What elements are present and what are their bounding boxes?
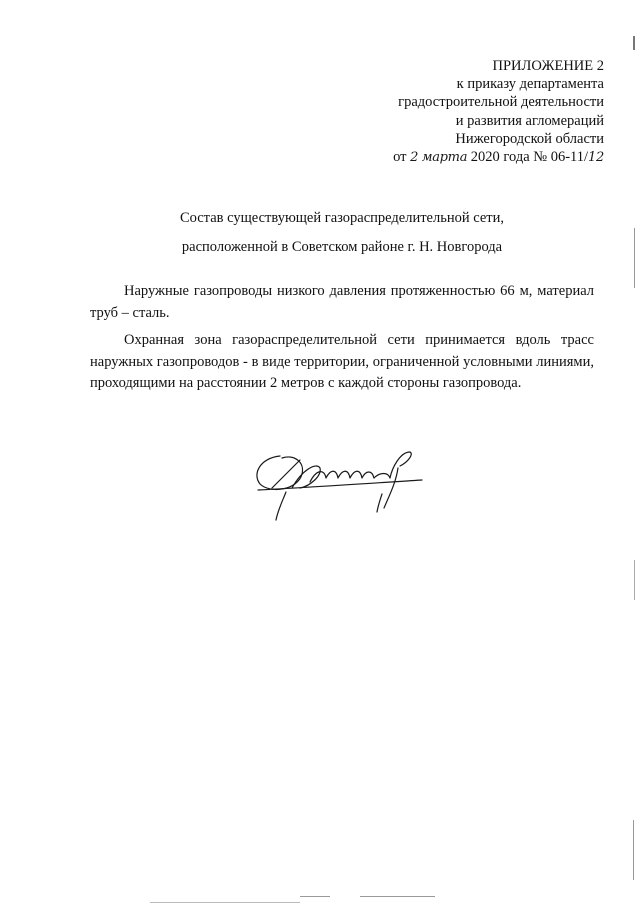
scan-edge-mark (633, 36, 635, 50)
header-line-1: к приказу департамента (456, 76, 604, 93)
document-body (90, 281, 594, 401)
order-year-number: 2020 года № 06-11/ (470, 149, 589, 166)
scan-edge-mark (150, 902, 300, 903)
handwritten-signature (250, 448, 435, 528)
header-line-2: градостроительной деятельности (398, 94, 604, 111)
header-line-3: и развития агломераций (455, 112, 604, 129)
appendix-title: ПРИЛОЖЕНИЕ 2 (492, 58, 604, 74)
handwritten-order-number: 12 (588, 150, 604, 166)
paragraph-protection-zone: Охранная зона газораспределительной сети принимается вдоль трасс наружных газопроводов - в виде территории, ограниченной условными линиями, проходящими на расстоянии 2 метров с каждой стороны газопровода. (90, 332, 594, 391)
scan-edge-mark (300, 896, 330, 897)
scan-edge-mark (360, 896, 435, 897)
date-prefix: от (393, 149, 407, 166)
scan-edge-mark (634, 228, 635, 288)
scan-edge-mark (634, 560, 635, 600)
order-date-line (304, 148, 604, 167)
appendix-header (304, 57, 604, 167)
document-title (90, 204, 594, 262)
title-line-1: Состав существующей газораспределительной сети, (179, 210, 505, 226)
paragraph-pipelines: Наружные газопроводы низкого давления протяженностью 66 м, материал труб – сталь. (90, 283, 594, 321)
scan-edge-mark (633, 820, 634, 880)
handwritten-day: 2 (410, 150, 419, 166)
handwritten-month: марта (421, 150, 468, 166)
title-line-2: расположенной в Советском районе г. Н. Новгорода (181, 239, 503, 255)
header-line-4: Нижегородской области (455, 130, 604, 147)
